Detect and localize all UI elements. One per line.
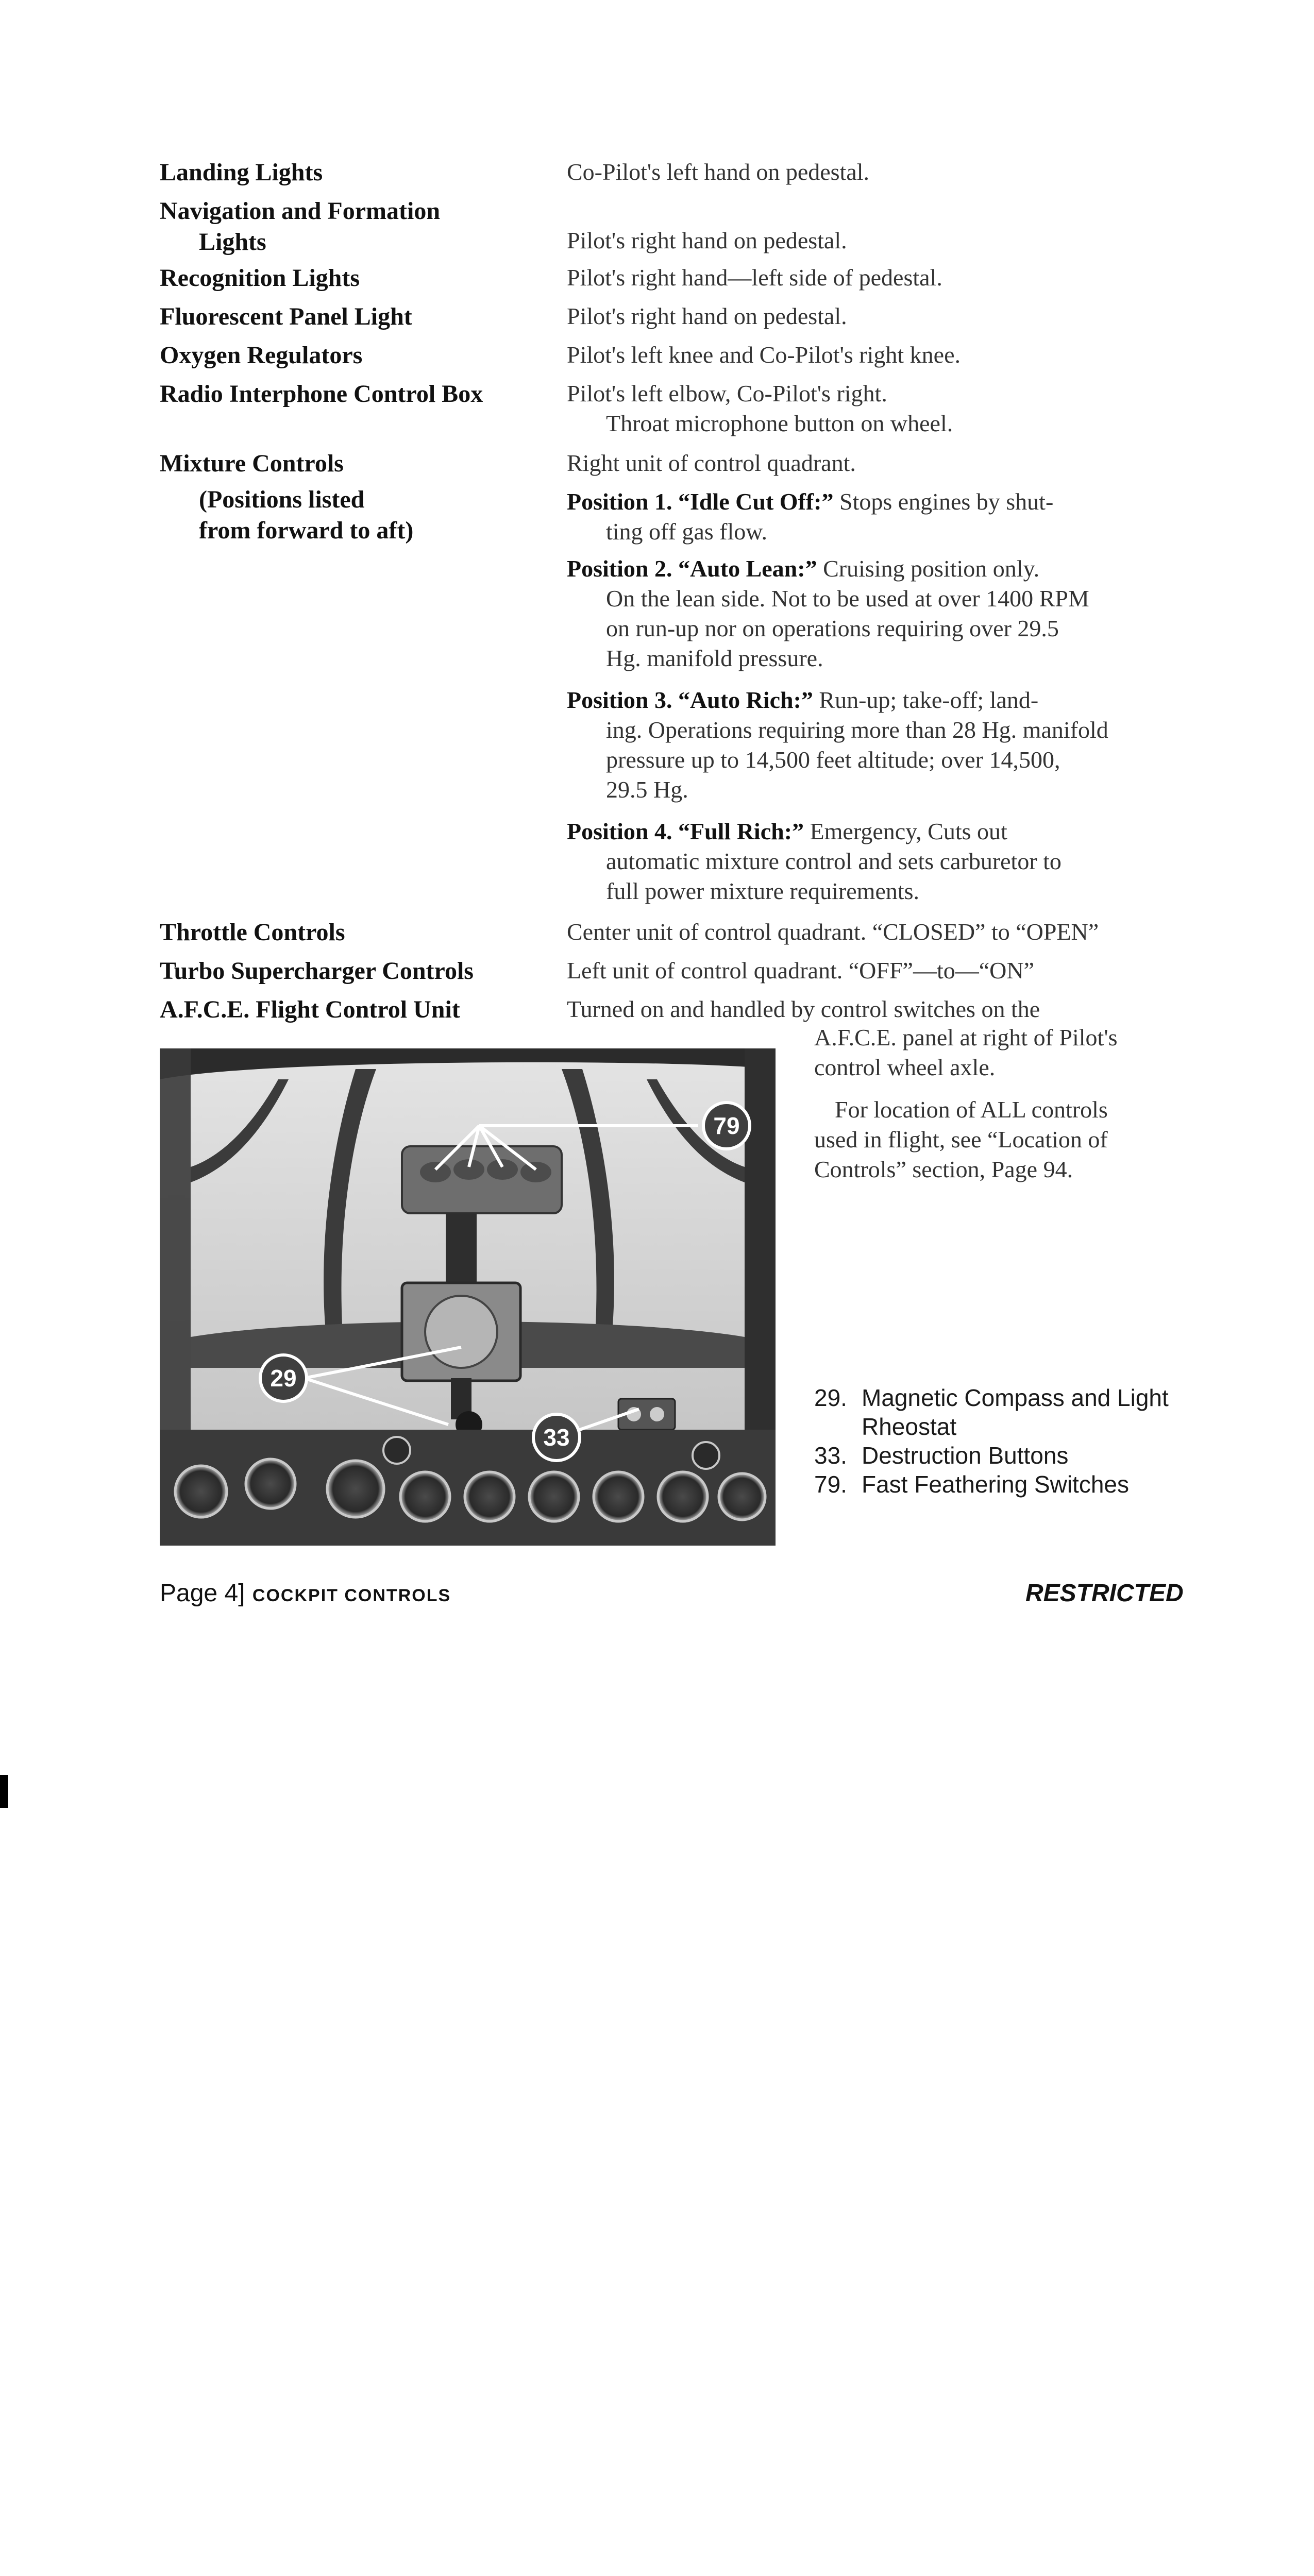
- row-desc: Left unit of control quadrant. “OFF”—to—“ON”: [567, 957, 1034, 984]
- row-label: [160, 196, 567, 258]
- location-note-line: For location of ALL controls: [835, 1096, 1108, 1123]
- row-label: Mixture Controls: [160, 450, 344, 477]
- row-desc: Pilot's right hand on pedestal.: [567, 303, 847, 329]
- sub-label-line: (Positions listed: [199, 486, 365, 513]
- row-desc: Pilot's right hand—left side of pedestal.: [567, 264, 942, 291]
- row-label: Fluorescent Panel Light: [160, 303, 412, 330]
- callout-79-label: 79: [713, 1112, 740, 1139]
- position-heading: Position 3. “Auto Rich:”: [567, 687, 813, 713]
- position-4: [567, 817, 1185, 906]
- position-heading: Position 1. “Idle Cut Off:”: [567, 488, 834, 515]
- row-desc: [567, 379, 1185, 438]
- row-desc: Pilot's right hand on pedestal.: [567, 227, 847, 253]
- position-line: on run-up nor on operations requiring over 29.5: [606, 615, 1059, 641]
- scan-edge-mark: [0, 1775, 8, 1808]
- callout-29-label: 29: [270, 1365, 297, 1392]
- legend-number: 29.: [814, 1384, 847, 1411]
- row-label-line: Lights: [199, 228, 266, 256]
- legend-text: Magnetic Compass and Light Rheostat: [862, 1384, 1169, 1440]
- afce-continuation: [814, 1023, 1185, 1082]
- row-desc-line: Pilot's left elbow, Co-Pilot's right.: [567, 380, 887, 406]
- afce-line: control wheel axle.: [814, 1054, 996, 1080]
- row-desc: Center unit of control quadrant. “CLOSED” to “OPEN”: [567, 919, 1099, 945]
- position-2: [567, 554, 1185, 673]
- position-line: Hg. manifold pressure.: [606, 645, 823, 671]
- row-label: Turbo Supercharger Controls: [160, 957, 474, 985]
- legend-text: Destruction Buttons: [862, 1442, 1069, 1469]
- sub-label-line: from forward to aft): [199, 517, 414, 544]
- classification-label: RESTRICTED: [1025, 1580, 1184, 1607]
- position-heading: Position 4. “Full Rich:”: [567, 818, 804, 844]
- legend-item: [814, 1383, 1185, 1441]
- row-label: A.F.C.E. Flight Control Unit: [160, 996, 460, 1023]
- position-line: 29.5 Hg.: [606, 776, 688, 803]
- row-desc-line: Throat microphone button on wheel.: [606, 410, 953, 436]
- position-line: ing. Operations requiring more than 28 Hg. manifold: [606, 717, 1108, 743]
- legend-item: [814, 1470, 1185, 1499]
- location-note-line: Controls” section, Page 94.: [814, 1156, 1073, 1182]
- row-label: Recognition Lights: [160, 264, 360, 292]
- section-title: COCKPIT CONTROLS: [252, 1586, 451, 1605]
- position-line: ting off gas flow.: [606, 518, 768, 545]
- row-label: Throttle Controls: [160, 919, 345, 946]
- legend-number: 33.: [814, 1442, 847, 1469]
- row-label-line: Navigation and Formation: [160, 197, 441, 225]
- position-line: Cruising position only.: [823, 555, 1040, 582]
- row-desc: Right unit of control quadrant.: [567, 450, 856, 476]
- position-line: On the lean side. Not to be used at over 1400 RPM: [606, 585, 1089, 612]
- position-line: Run-up; take-off; land-: [819, 687, 1039, 713]
- position-line: automatic mixture control and sets carburetor to: [606, 848, 1062, 874]
- legend-number: 79.: [814, 1471, 847, 1498]
- row-desc: Turned on and handled by control switches on the: [567, 996, 1040, 1022]
- afce-line: A.F.C.E. panel at right of Pilot's: [814, 1024, 1118, 1050]
- position-line: Emergency, Cuts out: [810, 818, 1007, 844]
- legend-item: [814, 1441, 1185, 1470]
- position-heading: Position 2. “Auto Lean:”: [567, 555, 817, 582]
- mixture-sub-label: [199, 484, 529, 546]
- position-line: full power mixture requirements.: [606, 878, 920, 904]
- location-note-line: used in flight, see “Location of: [814, 1126, 1108, 1153]
- position-line: pressure up to 14,500 feet altitude; over 14,500,: [606, 747, 1060, 773]
- row-label: Landing Lights: [160, 159, 323, 186]
- row-desc: Pilot's left knee and Co-Pilot's right knee.: [567, 342, 961, 368]
- position-line: Stops engines by shut-: [839, 488, 1054, 515]
- legend-text: Fast Feathering Switches: [862, 1471, 1130, 1498]
- footer-left: [160, 1579, 451, 1607]
- position-1: [567, 487, 1185, 547]
- row-label: Oxygen Regulators: [160, 342, 363, 369]
- cockpit-photo: [160, 1048, 776, 1546]
- row-desc: Co-Pilot's left hand on pedestal.: [567, 159, 870, 185]
- photo-legend: [814, 1383, 1185, 1499]
- position-3: [567, 685, 1185, 805]
- page-number: Page 4]: [160, 1580, 245, 1607]
- callout-33-label: 33: [543, 1424, 570, 1451]
- location-note: [814, 1095, 1185, 1184]
- row-label: Radio Interphone Control Box: [160, 380, 483, 408]
- cockpit-photo-drawing: [160, 1048, 776, 1546]
